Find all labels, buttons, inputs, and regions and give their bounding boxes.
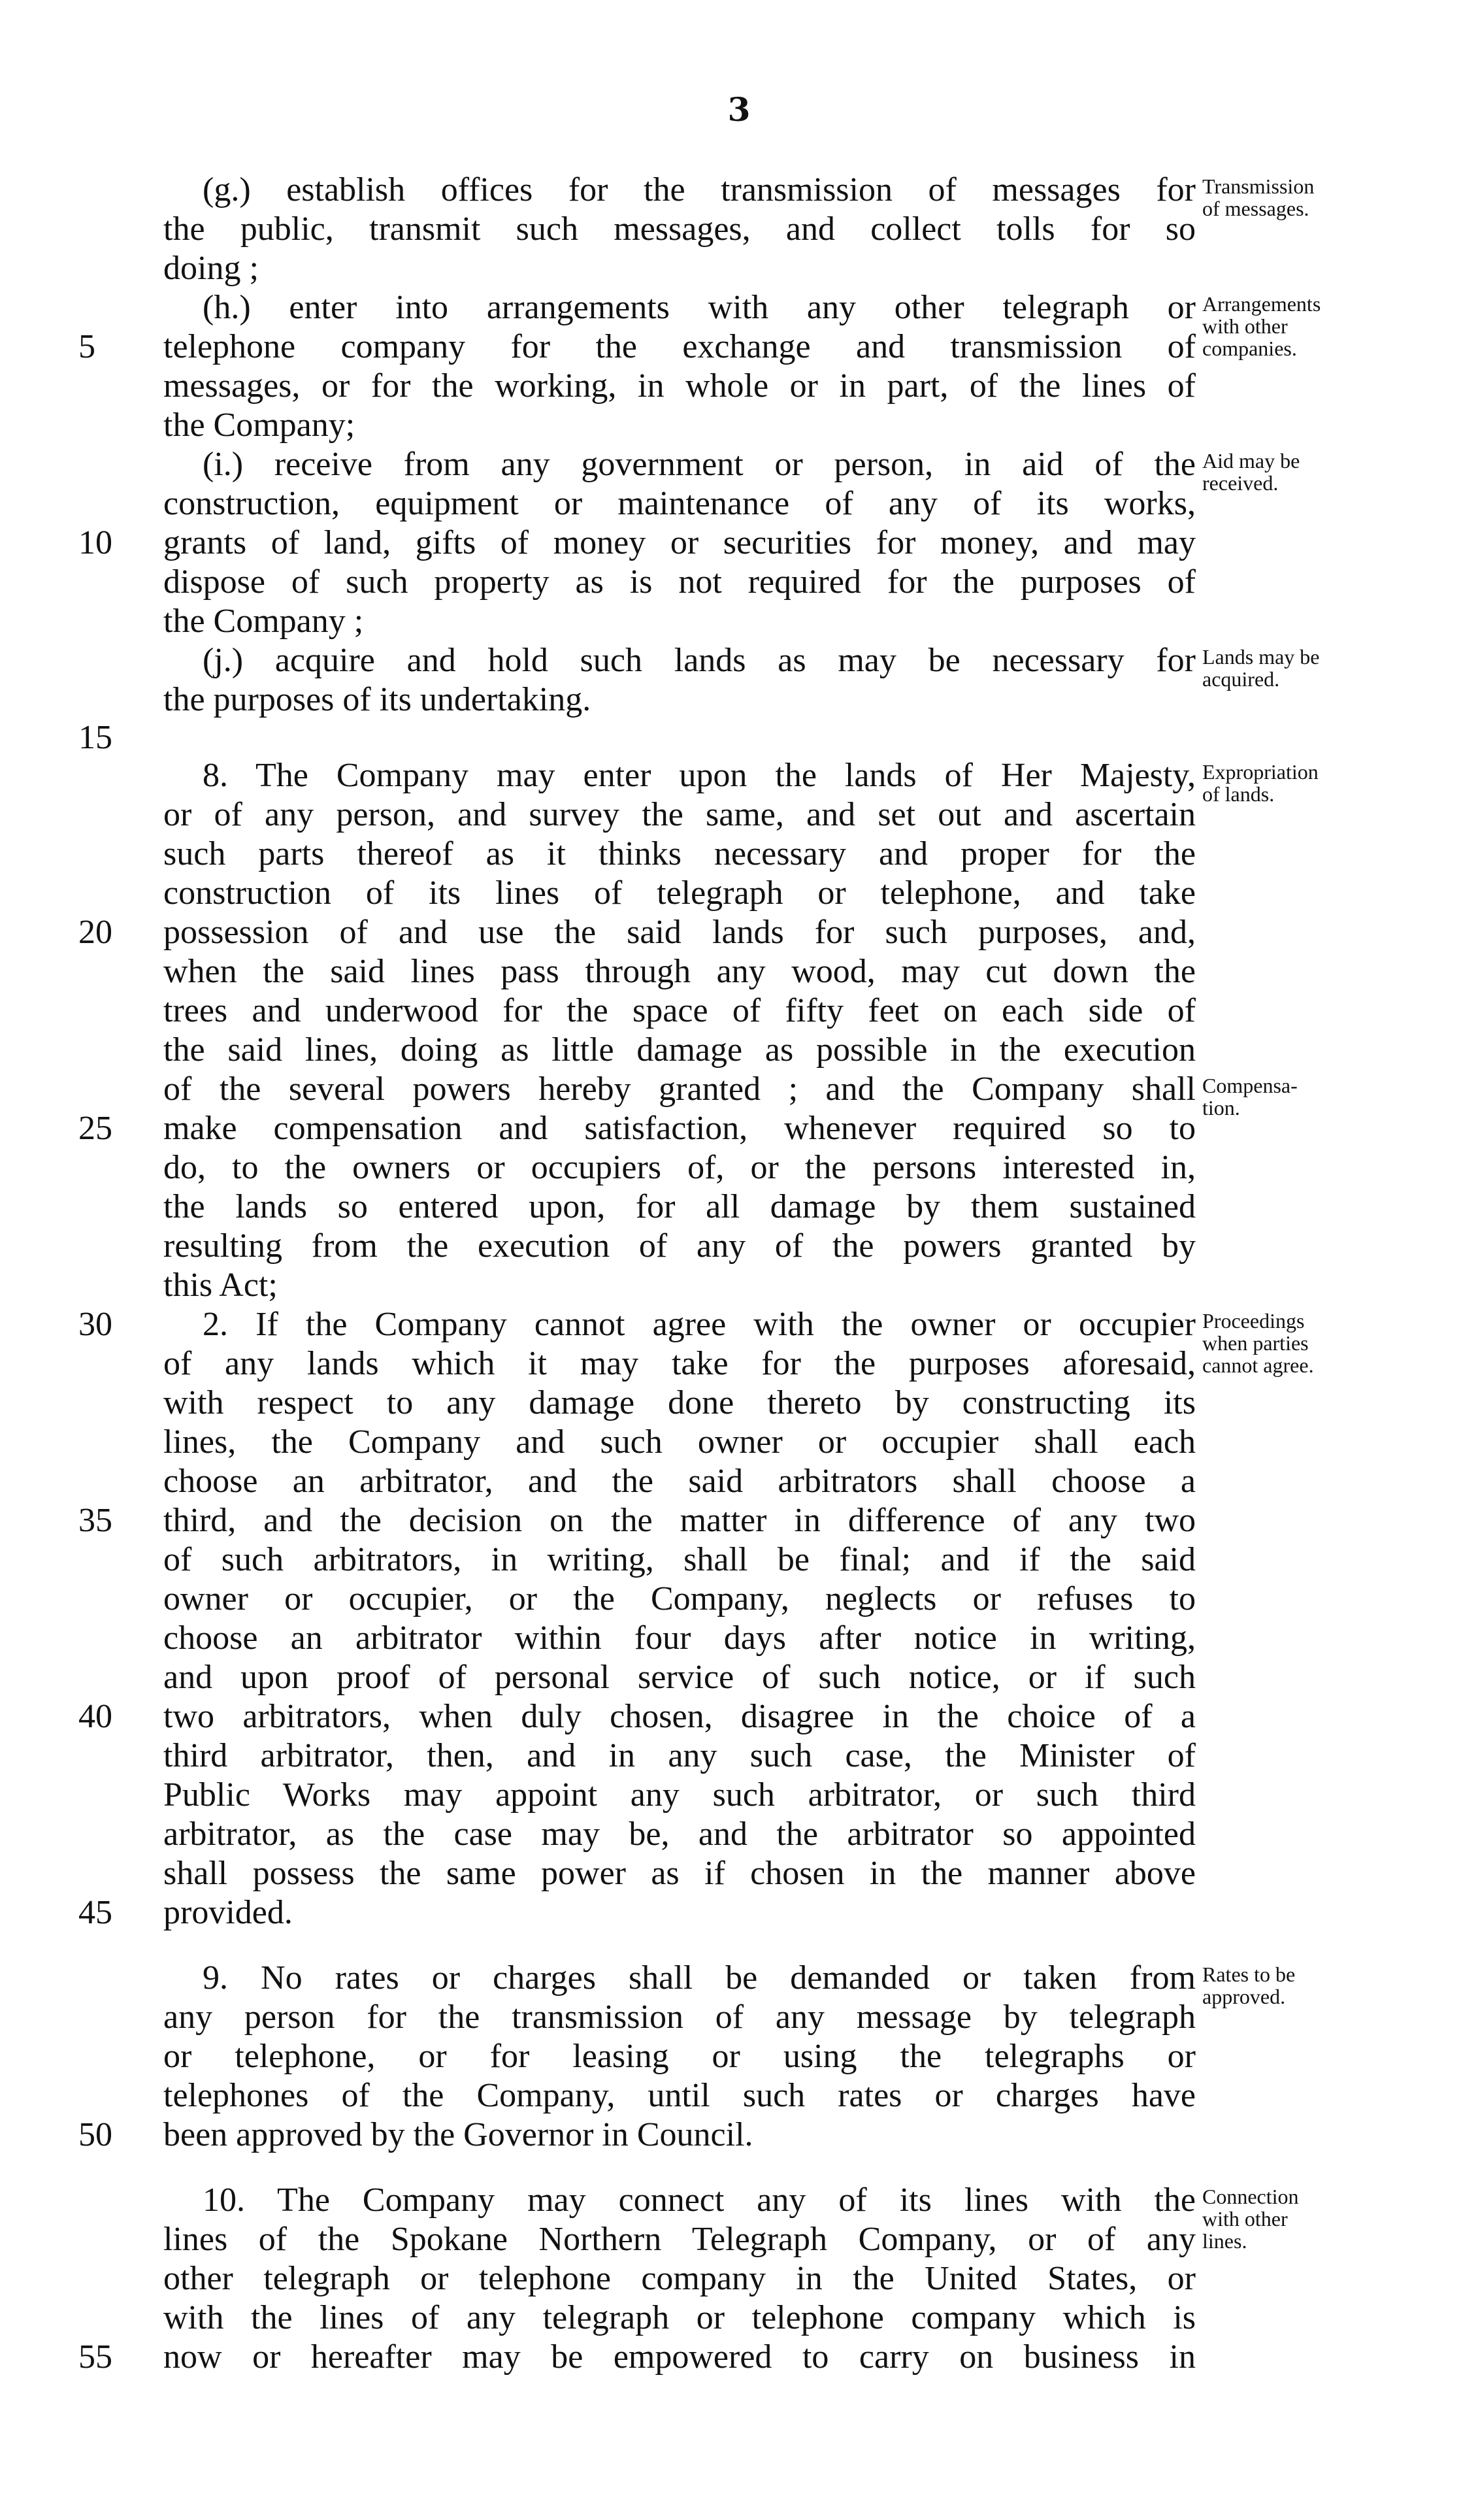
margin-note-line: tion. (1202, 1096, 1240, 1119)
line-number: 45 (78, 1894, 112, 1931)
margin-note-line: when parties (1202, 1331, 1309, 1355)
line-number: 55 (78, 2338, 112, 2376)
page-number: 3 (727, 90, 751, 129)
text-line: arbitrator, as the case may be, and the arbitrator so appointed (163, 1815, 1196, 1853)
margin-note-line: approved. (1202, 1985, 1286, 2008)
text-line: trees and underwood for the space of fifty feet on each side of (163, 992, 1196, 1029)
margin-note-line: of lands. (1202, 782, 1275, 806)
text-line: lines of the Spokane Northern Telegraph Company, or of any (163, 2221, 1196, 2258)
text-line: (j.) acquire and hold such lands as may be necessary for (203, 642, 1196, 679)
text-line: shall possess the same power as if chosen in the manner above (163, 1855, 1196, 1892)
margin-note (1202, 1963, 1424, 2008)
text-line: third arbitrator, then, and in any such case, the Minister of (163, 1737, 1196, 1774)
margin-note-line: acquired. (1202, 667, 1280, 691)
text-line: do, to the owners or occupiers of, or the persons interested in, (163, 1149, 1196, 1186)
line-number: 40 (78, 1698, 112, 1735)
margin-note-line: companies. (1202, 337, 1297, 360)
text-line: third, and the decision on the matter in difference of any two (163, 1502, 1196, 1539)
text-line: the lands so entered upon, for all damage by them sustained (163, 1188, 1196, 1225)
text-line: the Company ; (163, 603, 364, 640)
text-line: telephone company for the exchange and transmission of (163, 328, 1196, 365)
margin-note-line: Compensa- (1202, 1074, 1298, 1097)
line-number: 10 (78, 524, 112, 561)
margin-note-line: Aid may be (1202, 449, 1300, 472)
text-line: 2. If the Company cannot agree with the owner or occupier (203, 1306, 1196, 1343)
text-line: or telephone, or for leasing or using the telegraphs or (163, 2038, 1196, 2075)
text-line: the said lines, doing as little damage as possible in the execution (163, 1031, 1196, 1069)
text-line: owner or occupier, or the Company, neglects or refuses to (163, 1580, 1196, 1617)
text-line: Public Works may appoint any such arbitrator, or such third (163, 1776, 1196, 1814)
margin-note (1202, 2185, 1424, 2252)
line-number: 25 (78, 1110, 112, 1147)
margin-note-line: Expropriation (1202, 760, 1319, 784)
text-line: 9. No rates or charges shall be demanded or taken from (203, 1959, 1196, 1997)
text-line: any person for the transmission of any message by telegraph (163, 1998, 1196, 2036)
text-line: of the several powers hereby granted ; and the Company shall (163, 1070, 1196, 1108)
text-line: grants of land, gifts of money or securities for money, and may (163, 524, 1196, 561)
text-line: 10. The Company may connect any of its lines with the (203, 2181, 1196, 2219)
line-number: 20 (78, 914, 112, 951)
margin-note (1202, 1074, 1424, 1119)
text-line: the Company; (163, 406, 355, 444)
text-line: telephones of the Company, until such rates or charges have (163, 2077, 1196, 2114)
text-line: choose an arbitrator within four days after notice in writing, (163, 1619, 1196, 1657)
margin-note-line: of messages. (1202, 197, 1309, 220)
margin-note-line: Proceedings (1202, 1309, 1305, 1333)
text-line: such parts thereof as it thinks necessary and proper for the (163, 835, 1196, 872)
line-number: 15 (78, 719, 112, 756)
margin-note (1202, 293, 1424, 359)
line-number: 5 (78, 328, 95, 365)
text-line: resulting from the execution of any of the powers granted by (163, 1227, 1196, 1265)
text-line: possession of and use the said lands for such purposes, and, (163, 914, 1196, 951)
margin-note-line: received. (1202, 471, 1279, 495)
margin-note-line: cannot agree. (1202, 1353, 1314, 1377)
margin-note-line: Lands may be (1202, 645, 1320, 669)
text-line: and upon proof of personal service of such notice, or if such (163, 1659, 1196, 1696)
text-line: lines, the Company and such owner or occupier shall each (163, 1423, 1196, 1461)
text-line: this Act; (163, 1267, 278, 1304)
text-line: two arbitrators, when duly chosen, disagree in the choice of a (163, 1698, 1196, 1735)
margin-note (1202, 646, 1424, 690)
line-number: 50 (78, 2116, 112, 2153)
text-line: make compensation and satisfaction, whenever required so to (163, 1110, 1196, 1147)
margin-note (1202, 761, 1424, 805)
margin-note (1202, 175, 1424, 220)
line-number: 30 (78, 1306, 112, 1343)
text-line: when the said lines pass through any wood, may cut down the (163, 953, 1196, 990)
text-line: (g.) establish offices for the transmission of messages for (203, 171, 1196, 208)
text-line: the purposes of its undertaking. (163, 681, 591, 718)
margin-note-line: Rates to be (1202, 1963, 1296, 1986)
text-line: construction, equipment or maintenance of any of its works, (163, 485, 1196, 522)
text-line: 8. The Company may enter upon the lands of Her Majesty, (203, 757, 1196, 794)
text-line: other telegraph or telephone company in the United States, or (163, 2260, 1196, 2297)
margin-note-line: Transmission (1202, 174, 1315, 198)
margin-note-line: Arrangements (1202, 292, 1321, 316)
margin-note-line: with other (1202, 314, 1288, 338)
text-line: messages, or for the working, in whole or in part, of the lines of (163, 367, 1196, 405)
text-line: with respect to any damage done thereto by constructing its (163, 1384, 1196, 1421)
text-line: of any lands which it may take for the purposes aforesaid, (163, 1345, 1196, 1382)
text-line: of such arbitrators, in writing, shall be final; and if the said (163, 1541, 1196, 1578)
margin-note (1202, 1310, 1424, 1376)
margin-note-line: lines. (1202, 2229, 1247, 2253)
text-line: provided. (163, 1894, 293, 1931)
text-line: (i.) receive from any government or person, in aid of the (203, 446, 1196, 483)
line-number: 35 (78, 1502, 112, 1539)
text-line: (h.) enter into arrangements with any other telegraph or (203, 289, 1196, 326)
text-line: been approved by the Governor in Council. (163, 2116, 753, 2153)
text-line: with the lines of any telegraph or telephone company which is (163, 2299, 1196, 2336)
margin-note-line: with other (1202, 2207, 1288, 2230)
text-line: the public, transmit such messages, and collect tolls for so (163, 210, 1196, 248)
text-line: doing ; (163, 250, 259, 287)
text-line: now or hereafter may be empowered to carry on business in (163, 2338, 1196, 2376)
text-line: or of any person, and survey the same, and set out and ascertain (163, 796, 1196, 833)
text-line: construction of its lines of telegraph or telephone, and take (163, 874, 1196, 912)
margin-note (1202, 450, 1424, 494)
text-line: dispose of such property as is not required for the purposes of (163, 563, 1196, 601)
text-line: choose an arbitrator, and the said arbitrators shall choose a (163, 1463, 1196, 1500)
margin-note-line: Connection (1202, 2185, 1299, 2208)
